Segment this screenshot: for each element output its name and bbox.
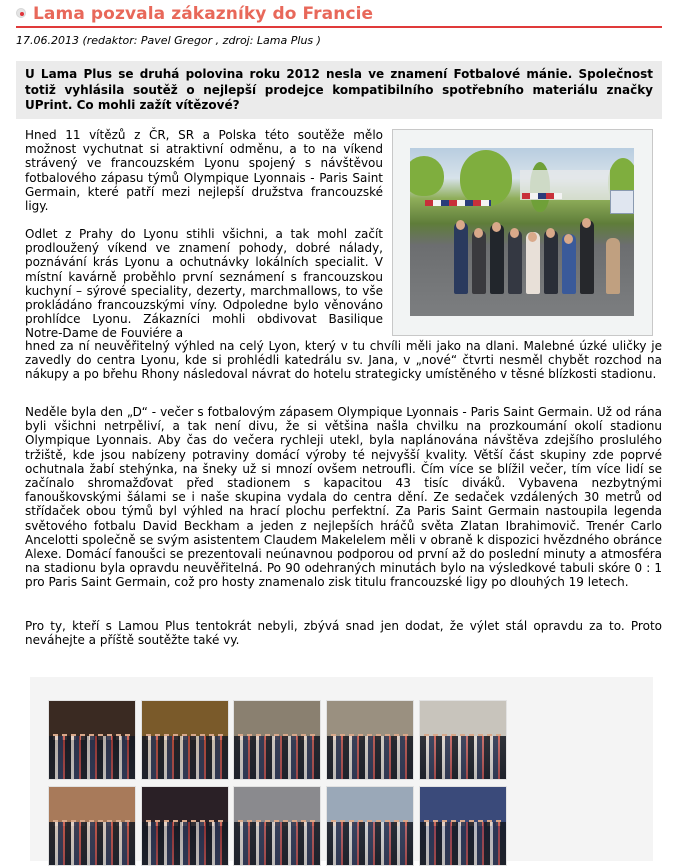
title-divider (16, 26, 662, 28)
gallery-thumbnail-old-town-street[interactable] (326, 700, 414, 780)
paragraph-4: Pro ty, kteří s Lamou Plus tentokrát nebyli, zbývá snad jen dodat, že výlet stál opravdu za to. Proto neváhejte a příště soutěžte také vy. (25, 619, 662, 648)
article-intro: U Lama Plus se druhá polovina roku 2012 nesla ve znamení Fotbalové mánie. Společnost totiž vyhlásila soutěž o nejlepší prodejce kompatibilního spotřebního materiálu značky UPrint. Co mohli zažít vítězové? (16, 61, 662, 119)
article-photo-frame (392, 129, 653, 336)
photo-gallery (30, 677, 653, 861)
article-header (16, 3, 662, 27)
gallery-thumbnail-market-group[interactable] (48, 786, 136, 866)
thumbnail-people (234, 822, 320, 865)
thumbnail-people (142, 736, 228, 779)
thumbnail-people (420, 736, 506, 779)
gallery-thumbnail-restaurant-dinner[interactable] (141, 700, 229, 780)
thumbnail-people (142, 822, 228, 865)
paragraph-1: Hned 11 vítězů z ČR, SR a Polska této soutěže mělo možnost vychutnat si atraktivní odměnu, a to na víkend strávený ve francouzském Lyonu spojený s návštěvou fotbalového zápasu týmů Olympique Lyonnais - Paris Saint Germain, které patří mezi nejlepší družstva francouzské ligy. (25, 128, 383, 214)
paragraph-2-continued: hned za ní neuvěřitelný výhled na celý Lyon, který v tu chvíli měli jako na dlani. Malebné úzké uličky je zavedly do centra Lyonu, kde si prohlédli katedrálu sv. Jana, v „nové“ čtvrti nesměl chybět rozchod na nákupy a po břehu Rhony následoval návrat do hotelu strategicky umístěného v těsné blízkosti stadionu. (25, 339, 662, 382)
bullet-icon (16, 8, 26, 18)
thumbnail-people (234, 736, 320, 779)
article-photo-group-at-stadium[interactable] (410, 148, 634, 316)
gallery-thumbnail-fans-scarves-night[interactable] (141, 786, 229, 866)
gallery-thumbnail-group-museum[interactable] (233, 700, 321, 780)
thumbnail-people (327, 822, 413, 865)
gallery-thumbnail-fans-bar-night[interactable] (48, 700, 136, 780)
paragraph-2: Odlet z Prahy do Lyonu stihli všichni, a tak mohl začít prodloužený víkend ve znamení pohody, dobré nálady, poznávání krás Lyonu a ochutnávky lokálních specialit. V místní kavárně proběhlo první seznámení s francouzskou kuchyní – sýrové speciality, dezerty, marchmallows, to vše prokládáno francouzskými víny. Odpoledne bylo věnováno prohlídce Lyonu. Zákazníci mohli obdivovat Basilique Notre-Dame de Fouviére a (25, 227, 383, 341)
gallery-thumbnail-terrace-cafe[interactable] (419, 700, 507, 780)
article-meta: 17.06.2013 (redaktor: Pavel Gregor , zdroj: Lama Plus ) (16, 34, 321, 47)
paragraph-3: Neděle byla den „D“ - večer s fotbalovým zápasem Olympique Lyonnais - Paris Saint Germain. Už od rána byli všichni netrpěliví, a tak není divu, že si většina našla chvilku na prozkoumání okolí stadionu Olympique Lyonnais. Aby čas do večera rychleji utekl, byla naplánována návštěva zdejšího proslulého tržiště, kde jsou nabízeny potraviny domácí výroby té nejvyšší kvality. Větší část skupiny zde poprvé ochutnala žabí stehýnka, na šneky už si mnozí ovšem netroufli. Čím více se blížil večer, tím více lidí se začínalo shromažďovat před stadionem s kapacitou 43 tisíc diváků. Vybavena nezbytnými fanouškovskými šálami se i naše skupina vydala do centra dění. Ze sedaček vzdálených 30 metrů od střídaček obou týmů byl výhled na hrací plochu perfektní. Za Paris Saint Germain nastoupila legenda světového fotbalu David Beckham a jeden z nejlepších hráčů světa Zlatan Ibrahimovič. Trenér Carlo Ancelotti společně se svým asistentem Claudem Makelelem měli v obraně k dispozici hvězdného obránce Alexe. Domácí fanoušci se prezentovali neúnavnou podporou od první až do poslední minuty a atmosféra na stadionu byla opravdu neuvěřitelná. Po 90 odehraných minutách bylo na výsledkové tabuli skóre 0 : 1 pro Paris Saint Germain, což pro hosty znamenalo zisk titulu francouzské ligy po dlouhých 19 letech. (25, 405, 662, 590)
thumbnail-people (49, 736, 135, 779)
article-title: Lama pozvala zákazníky do Francie (33, 4, 374, 24)
thumbnail-people (420, 822, 506, 865)
gallery-thumbnail-station-platform[interactable] (233, 786, 321, 866)
thumbnail-people (49, 822, 135, 865)
thumbnail-people (327, 736, 413, 779)
gallery-thumbnail-group-viewpoint[interactable] (326, 786, 414, 866)
gallery-thumbnail-stadium-stands[interactable] (419, 786, 507, 866)
